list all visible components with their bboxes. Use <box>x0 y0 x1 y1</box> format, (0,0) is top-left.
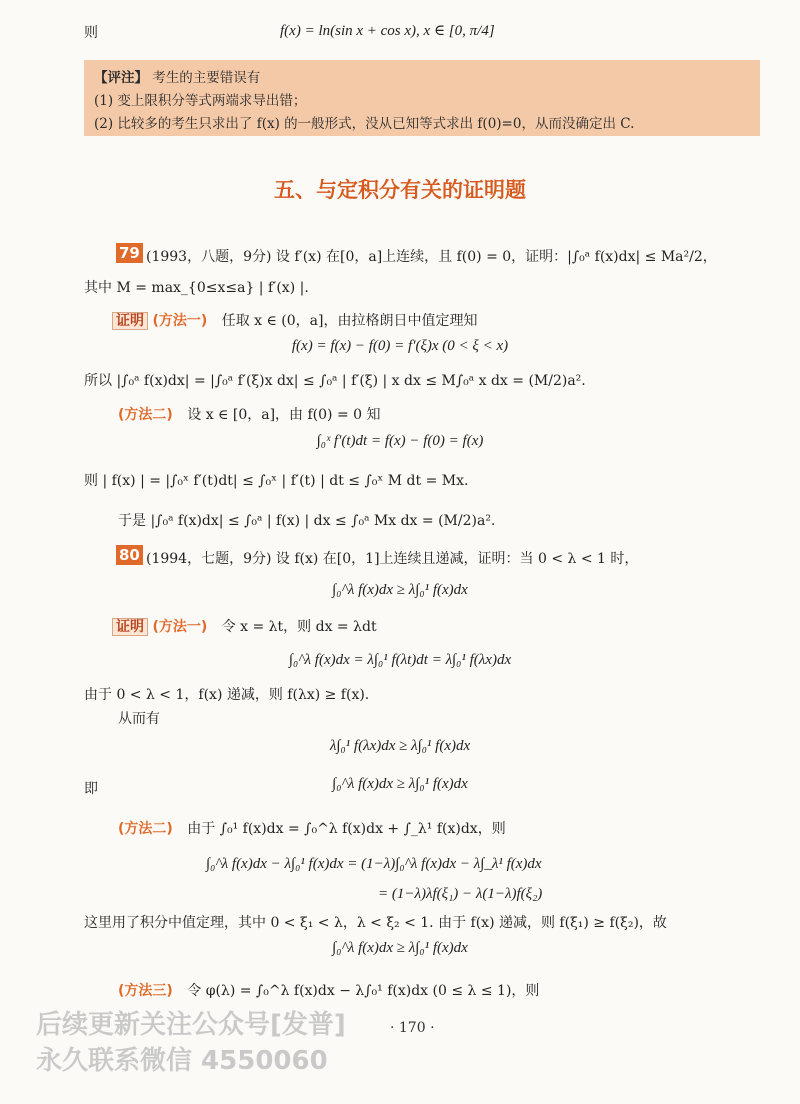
p80-eq0: ∫₀^λ f(x)dx ≥ λ∫₀¹ f(x)dx <box>332 582 468 598</box>
proof-label: 证明 <box>112 312 148 330</box>
p79-m2-text: 设 x ∈ [0，a]，由 f(0) = 0 知 <box>187 407 381 423</box>
note-item-1: (1) 变上限积分等式两端求导出错； <box>94 93 307 109</box>
top-formula: f(x) = ln(sin x + cos x), x ∈ [0, π/4] <box>280 23 495 39</box>
p79-eq3: ∫₀ˣ f′(t)dt = f(x) − f(0) = f(x) <box>316 433 484 449</box>
method-label: (方法二) <box>118 821 173 837</box>
page-number: · 170 · <box>390 1020 435 1036</box>
p79-stem: (1993，八题，9分) 设 f′(x) 在[0，a]上连续，且 f(0) = 0，证明：|∫₀ᵃ f(x)dx| ≤ Ma²/2， <box>146 249 717 265</box>
proof-label: 证明 <box>112 618 148 636</box>
section-title: 五、与定积分有关的证明题 <box>274 178 526 202</box>
p80-line4: 这里用了积分中值定理，其中 0 < ξ₁ < λ，λ < ξ₂ < 1. 由于 f(x) 递减，则 f(ξ₁) ≥ f(ξ₂)，故 <box>84 915 667 931</box>
note-label: 【评注】 <box>94 70 148 86</box>
p80-eq6: ∫₀^λ f(x)dx ≥ λ∫₀¹ f(x)dx <box>332 940 468 956</box>
p79-eq2: 所以 |∫₀ᵃ f(x)dx| = |∫₀ᵃ f′(ξ)x dx| ≤ ∫₀ᵃ | f′(ξ) | x dx ≤ M∫₀ᵃ x dx = (M/2)a². <box>84 373 586 389</box>
p80-line1: 由于 0 < λ < 1，f(x) 递减，则 f(λx) ≥ f(x). <box>84 687 370 703</box>
note-item-2: (2) 比较多的考生只求出了 f(x) 的一般形式，没从已知等式求出 f(0)=0，从而没确定出 C. <box>94 116 635 132</box>
watermark-line-1: 后续更新关注公众号[发普] <box>36 1010 346 1040</box>
p80-eq2: λ∫₀¹ f(λx)dx ≥ λ∫₀¹ f(x)dx <box>329 738 471 754</box>
method-label: (方法三) <box>118 983 173 999</box>
p80-m1-text: 令 x = λt，则 dx = λdt <box>221 619 377 635</box>
p80-eq1: ∫₀^λ f(x)dx = λ∫₀¹ f(λt)dt = λ∫₀¹ f(λx)dx <box>288 652 512 668</box>
p79-eq4: 则 | f(x) | = |∫₀ˣ f′(t)dt| ≤ ∫₀ˣ | f′(t) | dt ≤ ∫₀ˣ M dt = Mx. <box>84 473 469 489</box>
p79-stem2: 其中 M = max_{0≤x≤a} | f′(x) |. <box>84 280 309 296</box>
note-title: 考生的主要错误有 <box>152 70 261 86</box>
p79-eq1: f(x) = f(x) − f(0) = f′(ξ)x (0 < ξ < x) <box>291 338 509 354</box>
method-label: (方法一) <box>152 619 208 635</box>
p80-eq5: = (1−λ)λf(ξ₁) − λ(1−λ)f(ξ₂) <box>378 886 543 902</box>
method-label: (方法二) <box>118 407 173 423</box>
note-box <box>84 60 760 136</box>
p80-line3: 即 <box>84 781 98 797</box>
top-lead: 则 <box>84 25 98 41</box>
p80-m2-text: 由于 ∫₀¹ f(x)dx = ∫₀^λ f(x)dx + ∫_λ¹ f(x)dx，则 <box>187 821 506 837</box>
p80-stem: (1994，七题，9分) 设 f(x) 在[0，1]上连续且递减，证明：当 0 < λ < 1 时， <box>146 551 639 567</box>
p80-m3-text: 令 φ(λ) = ∫₀^λ f(x)dx − λ∫₀¹ f(x)dx (0 ≤ λ ≤ 1)，则 <box>187 983 540 999</box>
p80-eq3: ∫₀^λ f(x)dx ≥ λ∫₀¹ f(x)dx <box>332 776 468 792</box>
p80-eq4: ∫₀^λ f(x)dx − λ∫₀¹ f(x)dx = (1−λ)∫₀^λ f(x)dx − λ∫_λ¹ f(x)dx <box>206 856 542 872</box>
method-label: (方法一) <box>152 313 208 329</box>
p79-m1-text: 任取 x ∈ (0，a]，由拉格朗日中值定理知 <box>221 313 478 329</box>
problem-number-80: 80 <box>116 545 143 565</box>
p79-eq5: 于是 |∫₀ᵃ f(x)dx| ≤ ∫₀ᵃ | f(x) | dx ≤ ∫₀ᵃ Mx dx = (M/2)a². <box>118 513 496 529</box>
problem-number-79: 79 <box>116 243 143 263</box>
p80-line2: 从而有 <box>118 711 160 727</box>
watermark-line-2: 永久联系微信 4550060 <box>36 1046 328 1076</box>
